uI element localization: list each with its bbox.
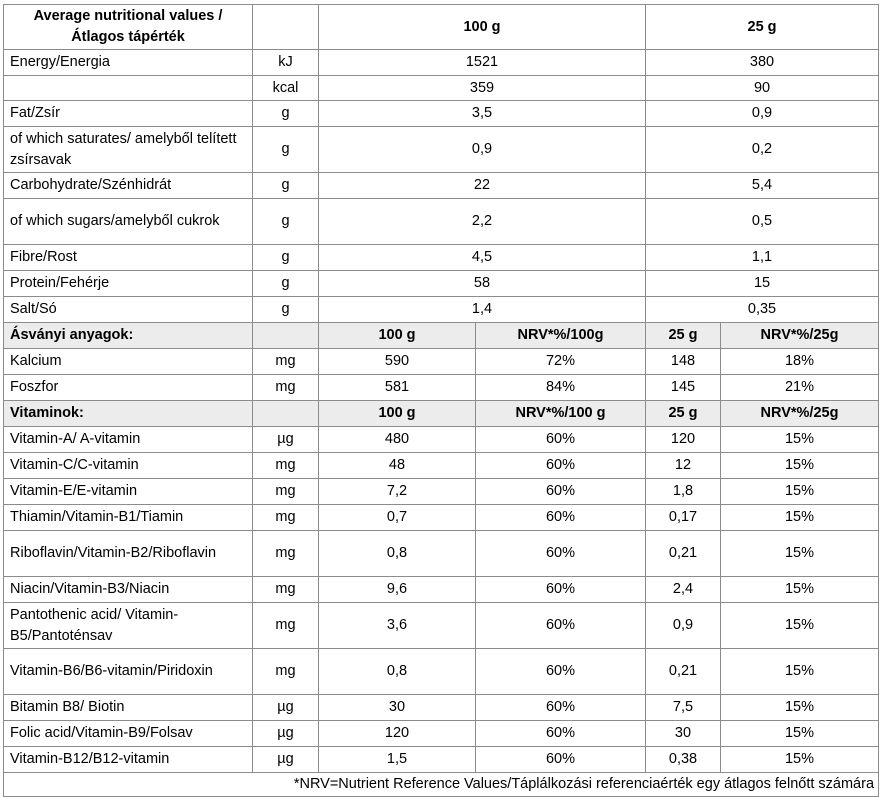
minerals-value-100g: 590 — [319, 349, 476, 375]
header-25g: 25 g — [646, 5, 879, 50]
nutrient-value-100g: 2,2 — [319, 199, 646, 245]
vitamins-nrv-100g: 60% — [476, 603, 646, 649]
vitamins-value-25g: 7,5 — [646, 695, 721, 721]
nutrient-value-100g: 1521 — [319, 50, 646, 76]
nutrient-unit: kJ — [253, 50, 319, 76]
vitamins-row — [4, 453, 879, 479]
nutrient-row — [4, 127, 879, 173]
vitamins-col-nrv25: NRV*%/25g — [721, 401, 879, 427]
vitamins-name: Thiamin/Vitamin-B1/Tiamin — [4, 505, 253, 531]
vitamins-nrv-25g: 15% — [721, 695, 879, 721]
vitamins-value-100g: 1,5 — [319, 747, 476, 773]
vitamins-name: Pantothenic acid/ Vitamin-B5/Pantoténsav — [4, 603, 253, 649]
nutrient-row — [4, 271, 879, 297]
vitamins-name: Vitamin-A/ A-vitamin — [4, 427, 253, 453]
vitamins-row — [4, 577, 879, 603]
vitamins-value-25g: 0,21 — [646, 649, 721, 695]
vitamins-name: Niacin/Vitamin-B3/Niacin — [4, 577, 253, 603]
vitamins-value-100g: 9,6 — [319, 577, 476, 603]
nutrient-value-25g: 5,4 — [646, 173, 879, 199]
vitamins-nrv-25g: 15% — [721, 531, 879, 577]
vitamins-nrv-100g: 60% — [476, 747, 646, 773]
vitamins-unit: µg — [253, 695, 319, 721]
minerals-name: Foszfor — [4, 375, 253, 401]
minerals-unit: mg — [253, 349, 319, 375]
vitamins-value-25g: 0,17 — [646, 505, 721, 531]
vitamins-value-25g: 30 — [646, 721, 721, 747]
minerals-unit: mg — [253, 375, 319, 401]
vitamins-nrv-25g: 15% — [721, 453, 879, 479]
nutrient-value-100g: 22 — [319, 173, 646, 199]
nutrient-unit: g — [253, 173, 319, 199]
footnote-row — [4, 773, 879, 797]
nutrient-value-100g: 0,9 — [319, 127, 646, 173]
vitamins-unit: mg — [253, 505, 319, 531]
nutrient-name: of which sugars/amelyből cukrok — [4, 199, 253, 245]
nutrient-value-25g: 0,35 — [646, 297, 879, 323]
vitamins-name: Vitamin-C/C-vitamin — [4, 453, 253, 479]
nutrient-value-100g: 58 — [319, 271, 646, 297]
minerals-col-nrv100: NRV*%/100g — [476, 323, 646, 349]
vitamins-value-25g: 0,9 — [646, 603, 721, 649]
minerals-nrv-100g: 72% — [476, 349, 646, 375]
nutrient-value-25g: 0,5 — [646, 199, 879, 245]
header-100g: 100 g — [319, 5, 646, 50]
nutrient-unit: g — [253, 245, 319, 271]
vitamins-nrv-100g: 60% — [476, 505, 646, 531]
table-header-row — [4, 5, 879, 50]
minerals-value-25g: 145 — [646, 375, 721, 401]
vitamins-value-100g: 0,7 — [319, 505, 476, 531]
vitamins-unit: mg — [253, 479, 319, 505]
nutrient-value-25g: 380 — [646, 50, 879, 76]
minerals-name: Kalcium — [4, 349, 253, 375]
vitamins-col-25g: 25 g — [646, 401, 721, 427]
vitamins-name: Folic acid/Vitamin-B9/Folsav — [4, 721, 253, 747]
nutrient-name: Salt/Só — [4, 297, 253, 323]
vitamins-value-100g: 0,8 — [319, 649, 476, 695]
vitamins-row — [4, 427, 879, 453]
minerals-col-nrv25: NRV*%/25g — [721, 323, 879, 349]
minerals-row — [4, 375, 879, 401]
nutrient-row — [4, 199, 879, 245]
vitamins-value-25g: 12 — [646, 453, 721, 479]
vitamins-name: Vitamin-B12/B12-vitamin — [4, 747, 253, 773]
vitamins-heading: Vitaminok: — [4, 401, 253, 427]
nutrient-unit: kcal — [253, 76, 319, 101]
nutrient-name: Fibre/Rost — [4, 245, 253, 271]
vitamins-unit: µg — [253, 747, 319, 773]
nutrient-row — [4, 50, 879, 76]
minerals-nrv-25g: 21% — [721, 375, 879, 401]
nutrient-row — [4, 245, 879, 271]
vitamins-value-100g: 48 — [319, 453, 476, 479]
nutrient-value-25g: 0,9 — [646, 101, 879, 127]
minerals-value-25g: 148 — [646, 349, 721, 375]
vitamins-unit-header — [253, 401, 319, 427]
minerals-nrv-100g: 84% — [476, 375, 646, 401]
vitamins-nrv-25g: 15% — [721, 479, 879, 505]
vitamins-value-25g: 0,21 — [646, 531, 721, 577]
vitamins-row — [4, 649, 879, 695]
vitamins-name: Vitamin-E/E-vitamin — [4, 479, 253, 505]
header-title: Average nutritional values / Átlagos tápérték — [4, 5, 253, 50]
minerals-col-100g: 100 g — [319, 323, 476, 349]
minerals-row — [4, 349, 879, 375]
minerals-heading: Ásványi anyagok: — [4, 323, 253, 349]
vitamins-nrv-25g: 15% — [721, 603, 879, 649]
vitamins-col-nrv100: NRV*%/100 g — [476, 401, 646, 427]
minerals-unit-header — [253, 323, 319, 349]
vitamins-row — [4, 747, 879, 773]
vitamins-unit: mg — [253, 531, 319, 577]
vitamins-name: Vitamin-B6/B6-vitamin/Piridoxin — [4, 649, 253, 695]
vitamins-value-25g: 0,38 — [646, 747, 721, 773]
vitamins-value-100g: 3,6 — [319, 603, 476, 649]
vitamins-unit: mg — [253, 649, 319, 695]
nutrient-row — [4, 101, 879, 127]
nutrient-value-25g: 1,1 — [646, 245, 879, 271]
vitamins-col-100g: 100 g — [319, 401, 476, 427]
minerals-col-25g: 25 g — [646, 323, 721, 349]
vitamins-name: Riboflavin/Vitamin-B2/Riboflavin — [4, 531, 253, 577]
nutrient-name: Fat/Zsír — [4, 101, 253, 127]
nutrient-value-25g: 15 — [646, 271, 879, 297]
vitamins-unit: µg — [253, 721, 319, 747]
vitamins-row — [4, 721, 879, 747]
nutrient-name: of which saturates/ amelyből telített zsírsavak — [4, 127, 253, 173]
vitamins-nrv-25g: 15% — [721, 427, 879, 453]
vitamins-nrv-100g: 60% — [476, 649, 646, 695]
nutrient-unit: g — [253, 271, 319, 297]
vitamins-nrv-25g: 15% — [721, 649, 879, 695]
vitamins-value-25g: 120 — [646, 427, 721, 453]
footnote: *NRV=Nutrient Reference Values/Táplálkozási referenciaérték egy átlagos felnőtt számára — [4, 773, 879, 797]
nutrient-unit: g — [253, 199, 319, 245]
nutrient-name: Carbohydrate/Szénhidrát — [4, 173, 253, 199]
nutrient-value-100g: 359 — [319, 76, 646, 101]
nutrient-unit: g — [253, 297, 319, 323]
minerals-header-row — [4, 323, 879, 349]
vitamins-nrv-100g: 60% — [476, 427, 646, 453]
vitamins-row — [4, 695, 879, 721]
nutrient-value-25g: 90 — [646, 76, 879, 101]
vitamins-value-25g: 2,4 — [646, 577, 721, 603]
minerals-value-100g: 581 — [319, 375, 476, 401]
vitamins-unit: µg — [253, 427, 319, 453]
vitamins-nrv-100g: 60% — [476, 695, 646, 721]
vitamins-nrv-100g: 60% — [476, 577, 646, 603]
nutrient-row — [4, 297, 879, 323]
nutrient-value-25g: 0,2 — [646, 127, 879, 173]
nutrient-unit: g — [253, 101, 319, 127]
nutrient-value-100g: 4,5 — [319, 245, 646, 271]
vitamins-nrv-25g: 15% — [721, 747, 879, 773]
vitamins-nrv-25g: 15% — [721, 505, 879, 531]
vitamins-nrv-100g: 60% — [476, 531, 646, 577]
vitamins-row — [4, 479, 879, 505]
nutrition-table — [3, 4, 879, 797]
nutrient-row — [4, 76, 879, 101]
vitamins-unit: mg — [253, 453, 319, 479]
nutrient-name: Protein/Fehérje — [4, 271, 253, 297]
vitamins-value-100g: 480 — [319, 427, 476, 453]
nutrient-row — [4, 173, 879, 199]
vitamins-nrv-100g: 60% — [476, 453, 646, 479]
vitamins-value-100g: 120 — [319, 721, 476, 747]
vitamins-unit: mg — [253, 603, 319, 649]
nutrient-value-100g: 3,5 — [319, 101, 646, 127]
nutrient-name — [4, 76, 253, 101]
nutrient-name: Energy/Energia — [4, 50, 253, 76]
nutrient-unit: g — [253, 127, 319, 173]
vitamins-header-row — [4, 401, 879, 427]
nutrient-value-100g: 1,4 — [319, 297, 646, 323]
vitamins-value-25g: 1,8 — [646, 479, 721, 505]
vitamins-row — [4, 531, 879, 577]
minerals-nrv-25g: 18% — [721, 349, 879, 375]
vitamins-name: Bitamin B8/ Biotin — [4, 695, 253, 721]
vitamins-nrv-25g: 15% — [721, 577, 879, 603]
vitamins-value-100g: 30 — [319, 695, 476, 721]
vitamins-row — [4, 505, 879, 531]
vitamins-nrv-100g: 60% — [476, 721, 646, 747]
header-unit-cell — [253, 5, 319, 50]
vitamins-unit: mg — [253, 577, 319, 603]
vitamins-row — [4, 603, 879, 649]
vitamins-nrv-25g: 15% — [721, 721, 879, 747]
vitamins-nrv-100g: 60% — [476, 479, 646, 505]
vitamins-value-100g: 0,8 — [319, 531, 476, 577]
vitamins-value-100g: 7,2 — [319, 479, 476, 505]
